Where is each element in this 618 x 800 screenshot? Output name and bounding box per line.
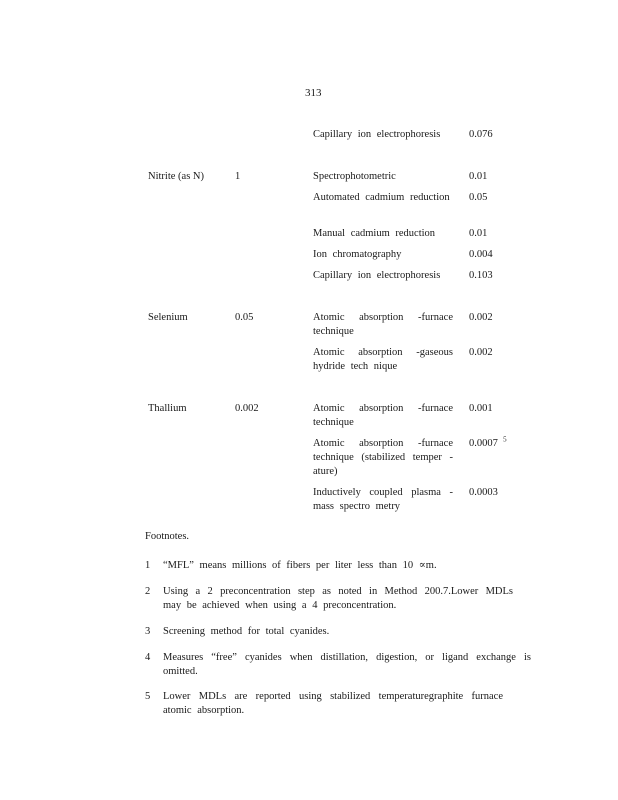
footnote-text: Using a 2 preconcentration step as noted in Method 200.7.Lower MDLs may be achieved when using a 4 preconcentration. bbox=[163, 586, 513, 611]
method-cell: Inductively coupled plasma - mass spectro metry bbox=[313, 487, 453, 512]
mcl-cell: 1 bbox=[235, 171, 241, 182]
analyte-cell: Thallium bbox=[148, 403, 187, 414]
method-cell: Automated cadmium reduction bbox=[313, 192, 450, 203]
mdl-cell: 0.103 bbox=[469, 270, 493, 281]
method-cell: Atomic absorption -gaseous hydride tech nique bbox=[313, 347, 453, 372]
mdl-value: 0.0007 bbox=[469, 438, 498, 449]
footnote-number: 3 bbox=[145, 626, 151, 637]
mdl-cell: 0.002 bbox=[469, 312, 493, 323]
footnote-text: “MFL” means millions of fibers per liter less than 10 ∝m. bbox=[163, 560, 437, 571]
mdl-cell: 0.002 bbox=[469, 347, 493, 358]
method-cell: Atomic absorption -furnace technique (stabilized temper - ature) bbox=[313, 438, 453, 477]
mdl-cell: 0.01 bbox=[469, 228, 488, 239]
mdl-cell: 0.0003 bbox=[469, 487, 498, 498]
footnote-text: Measures “free” cyanides when distillation, digestion, or ligand exchange is omitted. bbox=[163, 652, 531, 677]
footnote-number: 4 bbox=[145, 652, 151, 663]
mdl-cell: 0.05 bbox=[469, 192, 488, 203]
mcl-cell: 0.002 bbox=[235, 403, 259, 414]
footnotes-title: Footnotes. bbox=[145, 531, 190, 542]
method-cell: Capillary ion electrophoresis bbox=[313, 129, 441, 140]
method-cell: Manual cadmium reduction bbox=[313, 228, 436, 239]
mcl-cell: 0.05 bbox=[235, 312, 254, 323]
footnote-number: 5 bbox=[145, 691, 151, 702]
footnote-text: Lower MDLs are reported using stabilized temperaturegraphite furnace atomic absorption. bbox=[163, 691, 503, 716]
page-number: 313 bbox=[305, 87, 322, 99]
method-cell: Atomic absorption -furnace technique bbox=[313, 312, 453, 337]
method-cell: Ion chromatography bbox=[313, 249, 402, 260]
mdl-cell: 0.001 bbox=[469, 403, 493, 414]
mdl-cell: 0.01 bbox=[469, 171, 488, 182]
footnote-number: 1 bbox=[145, 560, 151, 571]
mdl-cell bbox=[469, 437, 507, 451]
method-cell: Spectrophotometric bbox=[313, 171, 396, 182]
mdl-cell: 0.004 bbox=[469, 249, 493, 260]
footnote-ref: 5 bbox=[503, 435, 507, 444]
analyte-cell: Selenium bbox=[148, 312, 188, 323]
analyte-cell: Nitrite (as N) bbox=[148, 171, 204, 182]
method-cell: Capillary ion electrophoresis bbox=[313, 270, 441, 281]
mdl-cell: 0.076 bbox=[469, 129, 493, 140]
footnote-text: Screening method for total cyanides. bbox=[163, 626, 330, 637]
footnote-number: 2 bbox=[145, 586, 151, 597]
method-cell: Atomic absorption -furnace technique bbox=[313, 403, 453, 428]
